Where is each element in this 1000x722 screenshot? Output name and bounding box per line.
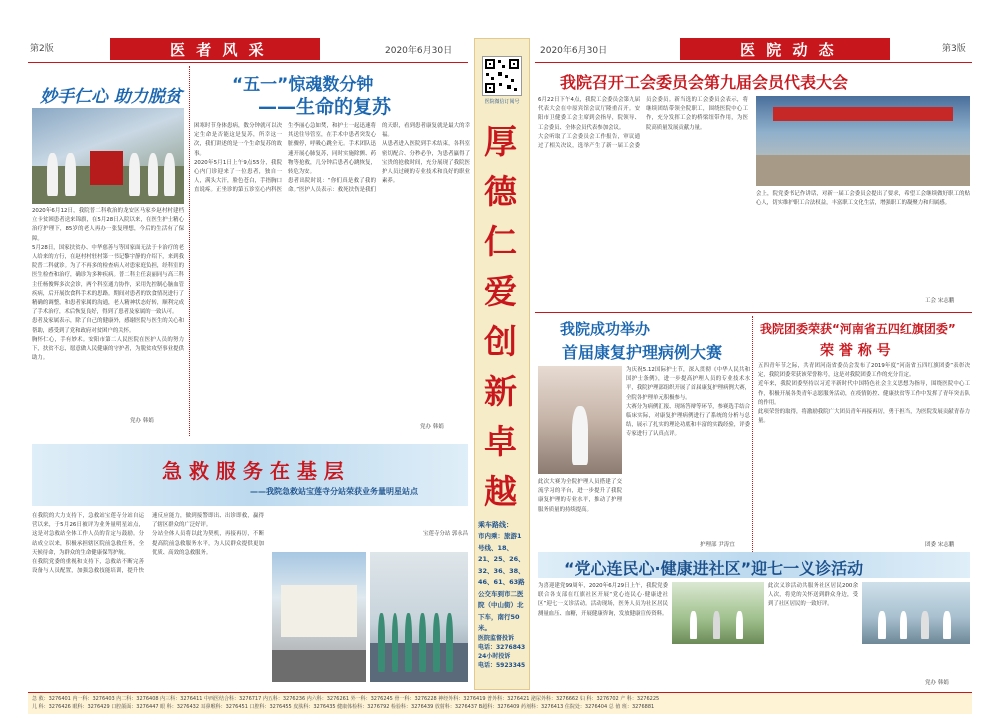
article-headline: 我院成功举办 [560,320,651,338]
article-photo-doctors [32,108,184,204]
article-paragraph: 在我院的大力支持下，急救站宝莲寺分站自运营以来，于5月26日被评为业务量明星站点，这是对急救站全体工作人员的肯定与鼓励。分站成立以来，积极承担辖区院前急救任务，全天候待命，为群众的生命健康保驾护航。 [32,513,144,556]
right-header-rule [535,62,972,63]
article-photo-meeting [756,96,970,186]
article-body-continued [272,512,468,548]
article-headline: “党心连民心·健康进社区”迎七一义诊活动 [564,559,864,578]
article-subheadline: 荣 誉 称 号 [820,343,891,359]
department-phone-directory [28,692,972,714]
article-paragraph: 6月22日下午4点，我院工会委员会第九届代表大会在中原宾馆会议厅隆重召开。安阳市卫健委工会主席到会指导，院领导、工会委员、全体会员代表参加会议。 [538,97,640,131]
article-photo-contest [538,366,622,474]
article-paragraph: 2020年5月1日上午9点55分，我院心内门诊迎来了一位患者，独自一人，满头大汗，脸色苍白，手捂胸口直说疼。正坐诊的第五诊室心内科医生李丽心急如焚，和护士一起迅速将其送往导管室，在手术中患者突发心脏骤停，呼吸心跳全无。手术团队迅速开展心肺复苏，同时实施除颤、药物等抢救，几分钟后患者心跳恢复，转危为安。 [194,123,376,194]
bus-route-info [478,520,526,635]
complaint-title: 医院监督投诉 [478,635,515,642]
article-body [194,122,470,432]
article-photo-team [370,552,468,682]
article-author: 党办 韩娟 [420,424,444,430]
column-separator [752,316,753,552]
article-author: 宝莲寺分站 郭永昌 [423,531,468,537]
qr-code-icon[interactable] [482,56,522,96]
article-body-continued [756,190,970,300]
complaint-hotline [478,634,526,670]
article-photo-clinic [672,582,764,644]
left-date: 2020年6月30日 [385,46,453,56]
complaint-line: 24小时投诉 [478,653,511,660]
article-paragraph: 大会听取了工会委员会工作报告，审议通过了相关决议，选举产生了新一届工会委员会委员。新当选的工会委员会表示，将继续团结带领全院职工，围绕医院中心工作，充分发挥工会的桥梁纽带作用，为医院高质量发展贡献力量。 [538,97,748,150]
article-paragraph: 会上，院党委书记作讲话，对新一届工会委员会提出了要求，希望工会继续做好职工的贴心人，切实维护职工合法权益，丰富职工文化生活，增强职工的凝聚力和归属感。 [756,191,970,207]
banner-headline: 急 救 服 务 在 基 层 [162,459,344,483]
right-page-number: 第3版 [942,44,966,54]
bus-route-title: 乘车路线： [478,521,513,529]
slogan-character: 卓 [484,422,517,461]
article-subheadline: ——生命的复苏 [258,96,392,118]
slogan-character: 创 [484,322,517,361]
banner-subhead: ——我院急救站宝莲寺分站荣获业务量明星站点 [250,487,418,496]
article-paragraph: 分站全体人员将以此为契机，再接再厉，不断提高院前急救服务水平，为人民群众提供更加优质、高效的急救服务。 [152,531,264,556]
article-headline: 妙手仁心 助力脱贫 [40,87,182,107]
article-author: 党办 韩娟 [130,418,154,424]
article-author: 工会 宋志鹏 [925,298,955,304]
right-date: 2020年6月30日 [540,46,608,56]
article-paragraph: 2020年6月12日，我院普二科收治的龙安区马家乡赵村村建档立卡贫困患者送来锦旗，在5月28日入院以来，在医生护士精心治疗护理下，85岁的老人再办一张复理想，今后的生活有了保障。 [32,208,184,242]
article-body [538,96,748,340]
article-paragraph: 在我院党委的重视和支持下，急救站不断完善设备与人员配置，加强急救技能培训，提升快速反应能力，做到接警即出、出诊即救，赢得了辖区群众的广泛好评。 [32,513,264,575]
right-section-title: 医 院 动 态 [740,41,837,59]
article-paragraph: 此次义诊活动共服务社区居民200余人次，将党的关怀送到群众身边，受到了社区居民的一致好评。 [768,583,858,608]
article-body [538,582,668,690]
article-body [32,512,264,690]
article-body [758,362,970,546]
slogan-character: 厚 [484,122,517,161]
bus-route-text: 市内乘：旅游1号线、18、21、25、26、32、36、38、46、61、63路公交车到市二医院（中山街）北下车，南行50米。 [478,532,525,632]
article-paragraph: 5月28日，国家扶贫办、中华慈善与等国家面无法于卡治疗的老人给来的方行，在赵村村驻村第一书记黎宇静的介绍下，来到我院普二科就诊。为了不再多的检查病人对患家庭负担，经科室的医生检查和治疗，确诊为多种疾病。普二科主任袁丽同与高三科主任杨俊辉多次会诊，两个科室通力协作，采用先控制心脑血管疾病，后开展饮食科手术的思路。期间对患者的饮食情况进行了精确的调整，和患者家属的沟通，老人精神状态好转，顺利完成了手术治疗，术后恢复良好，得到了患者及家属的一致认可。 [32,244,184,316]
article-paragraph: 大赛分为病例汇报、现场答辩等环节，参赛选手结合临床实际，对康复护理病例进行了系统的分析与总结，展示了扎实的理论功底和丰富的实践经验，评委专家进行了认真点评。 [626,403,750,438]
article-body [626,366,750,546]
article-subheadline: 首届康复护理病例大赛 [562,343,723,362]
article-author: 党办 韩娟 [925,680,949,686]
article-paragraph: 胸怀仁心，手有妙术。安阳市第二人民医院在医护人员的努力下，扶贫不忘，愿意做人民健康的守护者，为脱贫攻坚事业提供助力。 [32,336,184,362]
article-paragraph: 患者及家属表示，除了自己的健康外，感谢医院与医生的关心和帮助，感受到了党和政府对贫困户的关怀。 [32,318,184,334]
section-rule [535,312,972,313]
left-page-number: 第2版 [30,44,54,54]
article-paragraph: 五四青年节之际，共青团河南省委员会发布了2019年度“河南省五四红旗团委”表彰决定，我院团委荣获该荣誉称号，这是对我院团委工作的充分肯定。 [758,363,970,379]
article-body-continued [768,582,858,644]
article-paragraph: 此次大赛为全院护理人员搭建了交流学习的平台，进一步提升了我院康复护理的专业水平，推动了护理服务质量的持续提高。 [538,479,622,513]
slogan-character: 新 [484,372,517,411]
slogan-character: 越 [484,472,517,511]
left-section-title: 医 者 风 采 [170,41,267,59]
left-header-rule [28,62,468,63]
article-photo-building [272,552,366,682]
complaint-line: 电话：5923345 [478,662,526,669]
article-paragraph: 为庆祝5.12国际护士节，深入贯彻《中华人民共和国护士条例》，进一步提高护理人员的专业技术水平，我院护理部组织开展了首届康复护理病例大赛，全院各护理单元积极参与。 [626,367,750,401]
phone-directory-line: 儿 科：3276426 眼科：3276429 口腔颌面：3276447 眼 科：3276432 耳鼻喉科：3276451 口腔科：3276455 皮肤科：3276435 健康体检科：3276792 检验科：3276439 放射科：3276437 B超科：3276409 药剂科：3276413 住院处：3276404 总 值 班：3276881 [32,704,655,710]
article-paragraph: 患者出院时说：“你们真是救了我的命。”医护人员表示：救死扶伤是我们的天职，看到患者康复就是最大的幸福。 [288,123,470,194]
article-headline: 我院召开工会委员会第九届会员代表大会 [560,73,849,92]
article-headline: 我院团委荣获“河南省五四红旗团委” [760,322,956,336]
article-paragraph: 困寒时节身体患病，数分钟就可以决定生命是否能这是复苏，所幸这一次，我们讲述的是一个生命复苏的故事。 [194,123,282,157]
article-body [32,207,184,432]
article-photo-community [862,582,970,644]
complaint-line: 电话：3276843 [478,644,526,651]
phone-directory-line: 急 救：3276401 内一科：3276403 内二科：3276408 内三科：3276411 中西医结合科：3276717 内五科：3276236 内六科：3276261 外一科：3276245 骨一科：3276228 神经外科：3276419 普外科：3276421 泌尿外科：3276662 妇 科：3276702 产 科：3276225 [32,696,660,702]
article-paragraph: 此项荣誉的取得，将激励我院广大团员青年再接再厉，勇于担当，为医院发展贡献青春力量。 [758,409,970,425]
article-body-continued [538,478,622,548]
slogan-character: 德 [484,172,517,211]
column-separator [189,66,190,436]
article-author: 团委 宋志鹏 [925,542,955,548]
article-author: 护理部 尹涛宜 [700,542,735,548]
article-paragraph: 从患者进入医院到手术结束，各科室密切配合、分秒必争，为患者赢得了宝贵的抢救时间，充分展现了我院医护人员过硬的专业技术和良好的职业素养。 [382,141,470,185]
qr-caption: 医院微信订阅号 [484,99,520,105]
slogan-character: 仁 [484,222,517,261]
article-paragraph: 近年来，我院团委坚持以习近平新时代中国特色社会主义思想为指导，围绕医院中心工作，积极开展各类青年志愿服务活动，在疫情防控、健康扶贫等工作中发挥了青年突击队的作用。 [758,381,970,406]
slogan-character: 爱 [484,272,517,311]
article-paragraph: 为喜迎建党99周年，2020年6月29日上午，我院党委联合各支部在红旗社区开展“党心连民心·健康进社区”迎七一义诊活动。活动现场，医务人员为社区居民测量血压、血糖，开展健康咨询，发放健康宣传资料。 [538,583,668,617]
article-headline: “五一”惊魂数分钟 [232,75,374,95]
